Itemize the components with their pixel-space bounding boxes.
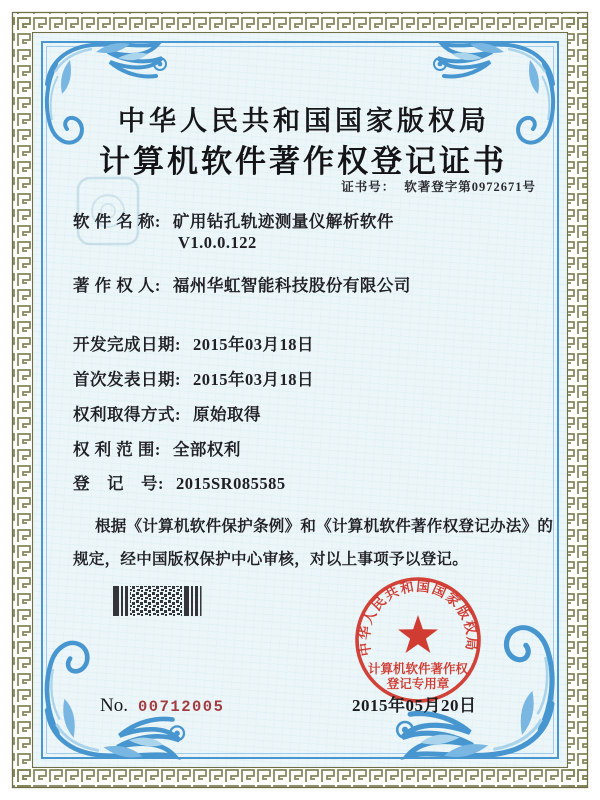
field-first-publish-date: 首次发表日期: 2015年03月18日 [73, 370, 314, 389]
seal-inner-line-1: 计算机软件著作权 [367, 662, 469, 676]
field-rights-acquisition: 权利取得方式: 原始取得 [73, 405, 261, 424]
red-star-icon [398, 615, 438, 653]
serial-number: 00712005 [137, 698, 225, 716]
field-rights-scope: 权 利 范 围: 全部权利 [73, 440, 241, 459]
seal-ring-text: 中华人民共和国国家版权局 [356, 578, 480, 658]
seal-inner-line-2: 登记专用章 [386, 677, 450, 691]
statement-line-2: 规定，经中国版权保护中心审核，对以上事项予以登记。 [73, 551, 469, 568]
field-copyright-owner: 著 作 权 人: 福州华虹智能科技股份有限公司 [73, 276, 411, 295]
certificate-number-value: 软著登字第0972671号 [404, 180, 536, 194]
certificate-number-label: 证书号： [341, 180, 396, 194]
certificate-number-line [341, 177, 536, 195]
issuer-title: 中华人民共和国国家版权局 [118, 106, 490, 136]
field-dev-complete-date: 开发完成日期: 2015年03月18日 [73, 335, 314, 354]
certificate-title: 计算机软件著作权登记证书 [99, 144, 507, 179]
serial-prefix: No. [100, 695, 128, 716]
serial-number-line [100, 695, 224, 717]
seal-date: 2015年05月20日 [352, 696, 477, 715]
statement-line-1: 根据《计算机软件保护条例》和《计算机软件著作权登记办法》的 [95, 518, 554, 535]
field-registration-number: 登 记 号: 2015SR085585 [73, 474, 286, 493]
field-software-name: 软 件 名 称: 矿用钻孔轨迹测量仪解析软件 [73, 212, 394, 231]
field-software-version: V1.0.0.122 [178, 233, 257, 252]
barcode [113, 586, 202, 616]
